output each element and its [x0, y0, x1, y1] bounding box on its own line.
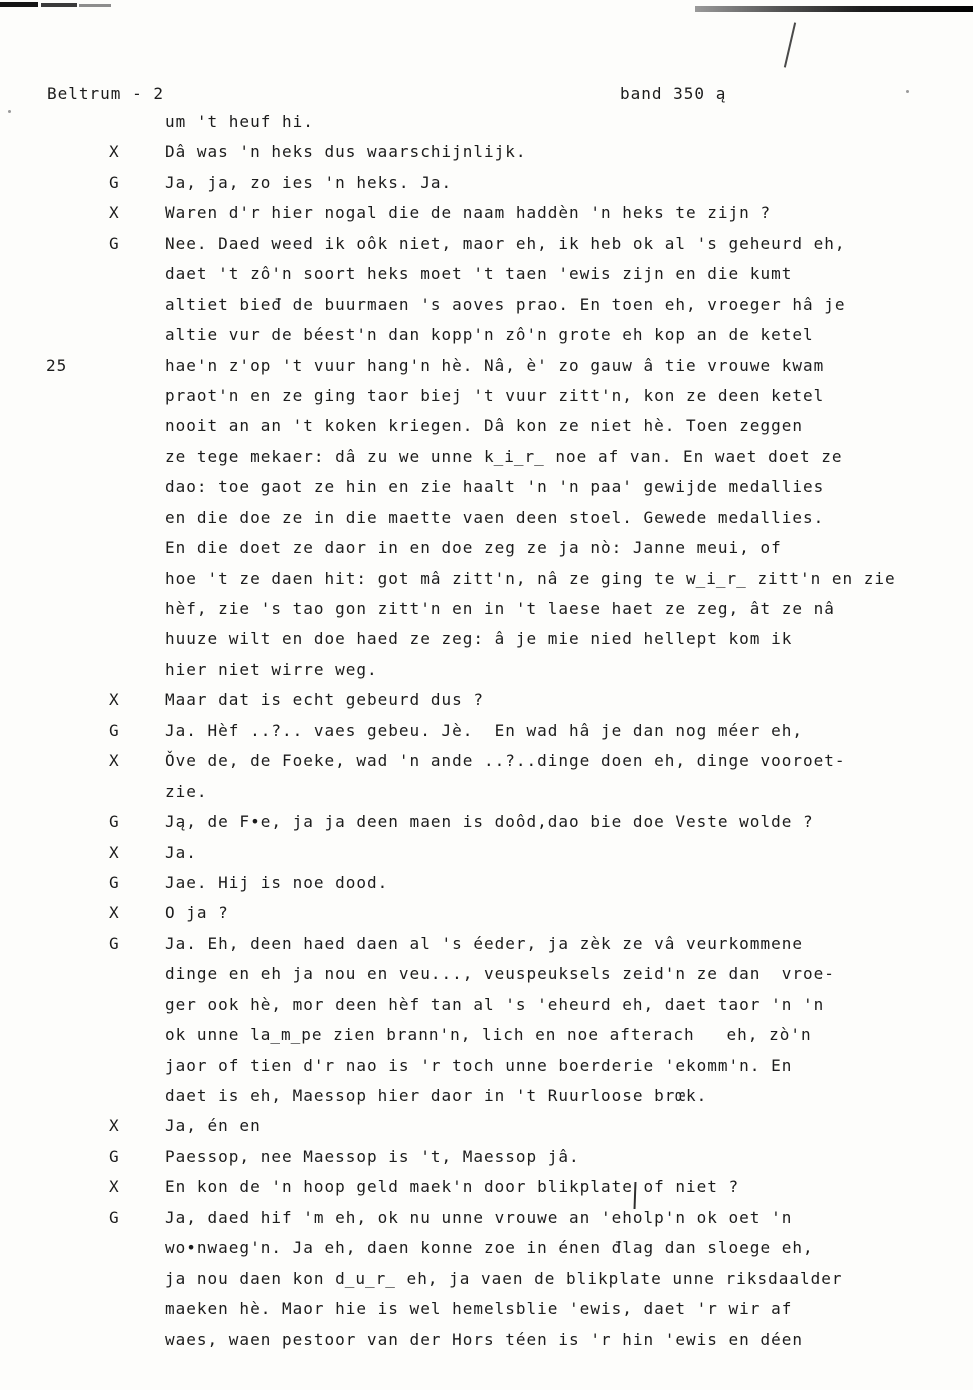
dialogue-line [0, 1147, 973, 1177]
line-text: Ǒve de, de Foeke, wad 'n ande ..?..dinge doen eh, dinge vooroet- [165, 751, 846, 771]
scan-speck [906, 90, 909, 93]
line-text: daet 't zô'n soort heks moet 't taen 'ewis zijn en die kumt [165, 264, 793, 284]
line-text: En die doet ze daor in en doe zeg ze ja nò: Janne meui, of [165, 538, 782, 558]
document-title: Beltrum - 2 [47, 84, 164, 103]
line-text: altie vur de béest'n dan kopp'n zô'n grote eh kop an de ketel [165, 325, 814, 345]
line-text: ok unne la̲m̲pe zien brann'n, lich en noe afterach eh, zò'n [165, 1025, 812, 1045]
speaker-label: G [109, 1146, 120, 1166]
line-text: waes, waen pestoor van der Hors téen is 'r hin 'ewis en déen [165, 1329, 803, 1349]
speaker-label: X [109, 842, 120, 862]
scan-artifact-bar [0, 2, 38, 7]
line-text: wo•nwaeg'n. Ja eh, daen konne zoe in énen đlag dan sloege eh, [165, 1238, 814, 1258]
dialogue-line [0, 142, 973, 172]
dialogue-line [0, 751, 973, 781]
line-text: hoe 't ze daen hit: got mâ zitt'n, nâ ze ging te w̲i̲r̲ zitt'n en zie [165, 568, 896, 588]
speaker-label: G [109, 172, 120, 192]
line-text: O ja ? [165, 903, 229, 923]
line-text: Ja, daed hif 'm eh, ok nu unne vrouwe an 'eholp'n ok oet 'n [165, 1207, 793, 1227]
line-text: hae'n z'op 't vuur hang'n hè. Nâ, è' zo gauw â tie vrouwe kwam [165, 355, 825, 375]
dialogue-line [0, 264, 973, 294]
line-text: huuze wilt en doe haed ze zeg: â je mie nied hellept kom ik [165, 629, 793, 649]
dialogue-line [0, 721, 973, 751]
dialogue-lines [0, 112, 973, 1360]
pen-slash-mark [784, 22, 796, 67]
dialogue-line [0, 1025, 973, 1055]
dialogue-line [0, 112, 973, 142]
line-text: daet is eh, Maessop hier daor in 't Ruurloose brœk. [165, 1086, 708, 1105]
dialogue-line [0, 1086, 973, 1116]
dialogue-line [0, 325, 973, 355]
dialogue-line [0, 934, 973, 964]
line-text: Ja. Hèf ..?.. vaes gebeu. Jè. En wad hâ je dan nog méer eh, [165, 720, 803, 740]
line-text: ger ook hè, mor deen hèf tan al 's 'eheurd eh, daet taor 'n 'n [165, 994, 825, 1014]
line-text: um 't heuf hi. [165, 112, 314, 131]
scan-artifact-bar [695, 6, 973, 12]
dialogue-line [0, 690, 973, 720]
dialogue-line [0, 386, 973, 416]
line-text: Ja. [165, 842, 197, 862]
speaker-label: G [109, 872, 120, 892]
line-text: jaor of tien d'r nao is 'r toch unne boerderie 'ekomm'n. En [165, 1055, 793, 1075]
speaker-label: X [109, 690, 120, 710]
line-text: altiet bieđ de buurmaen 's aoves prao. En toen eh, vroeger hâ je [165, 294, 846, 314]
dialogue-line [0, 873, 973, 903]
line-text: Ja. Eh, deen haed daen al 's éeder, ja zèk ze vâ veurkommene [165, 933, 803, 953]
dialogue-line [0, 1116, 973, 1146]
dialogue-line [0, 203, 973, 233]
line-text: nooit an an 't koken kriegen. Dâ kon ze niet hè. Toen zeggen [165, 416, 803, 436]
scan-artifact-bar [79, 4, 111, 7]
speaker-label: G [109, 1207, 120, 1227]
speaker-label: X [109, 903, 120, 923]
speaker-label: X [109, 1116, 120, 1136]
speaker-label: G [109, 933, 120, 953]
dialogue-line [0, 1299, 973, 1329]
line-text: praot'n en ze ging taor biej 't vuur zitt'n, kon ze deen ketel [165, 385, 825, 405]
line-text: Jae. Hij is noe dood. [165, 872, 389, 892]
dialogue-line [0, 964, 973, 994]
dialogue-line [0, 356, 973, 386]
dialogue-line [0, 629, 973, 659]
speaker-label: G [109, 720, 120, 740]
speaker-label: G [109, 812, 120, 832]
band-reference: band 350 ą [620, 84, 727, 103]
speaker-label: X [109, 203, 120, 223]
line-text: Ją, de F•e, ja ja deen maen is doôd,dao bie doe Veste wolde ? [165, 812, 814, 832]
dialogue-line [0, 416, 973, 446]
line-text: dao: toe gaot ze hin en zie haalt 'n 'n paa' gewijde medallies [165, 477, 825, 497]
line-text: hèf, zie 's tao gon zitt'n en in 't laese haet ze zeg, ât ze nâ [165, 599, 835, 618]
dialogue-line [0, 447, 973, 477]
speaker-label: X [109, 142, 120, 162]
dialogue-line [0, 508, 973, 538]
line-text: dinge en eh ja nou en veu..., veuspeuksels zeid'n ze dan vroe- [165, 964, 835, 984]
line-text: Nee. Daed weed ik oôk niet, maor eh, ik heb ok al 's geheurd eh, [165, 233, 846, 253]
dialogue-line [0, 1238, 973, 1268]
line-text: Paessop, nee Maessop is 't, Maessop jâ. [165, 1146, 580, 1166]
line-text: maeken hè. Maor hie is wel hemelsblie 'ewis, daet 'r wir af [165, 1299, 793, 1319]
speaker-label: X [109, 751, 120, 771]
line-text: Maar dat is echt gebeurd dus ? [165, 690, 484, 710]
dialogue-line [0, 295, 973, 325]
dialogue-line [0, 569, 973, 599]
dialogue-line [0, 1208, 973, 1238]
dialogue-line [0, 477, 973, 507]
speaker-label: G [109, 233, 120, 253]
line-text: En kon de 'n hoop geld maek'n door blikplate of niet ? [165, 1177, 740, 1197]
line-text: ja nou daen kon d̲u̲r̲ eh, ja vaen de blikplate unne riksdaalder [165, 1268, 843, 1288]
scan-artifact-bar [41, 3, 77, 7]
dialogue-line [0, 1330, 973, 1360]
speaker-label: X [109, 1177, 120, 1197]
dialogue-line [0, 903, 973, 933]
line-text: en die doe ze in die maette vaen deen stoel. Gewede medallies. [165, 507, 825, 527]
dialogue-line [0, 782, 973, 812]
line-number: 25 [46, 355, 68, 375]
dialogue-line [0, 1177, 973, 1207]
line-text: zie. [165, 781, 208, 801]
dialogue-line [0, 234, 973, 264]
dialogue-line [0, 995, 973, 1025]
dialogue-line [0, 538, 973, 568]
dialogue-line [0, 660, 973, 690]
line-text: Dâ was 'n heks dus waarschijnlijk. [165, 142, 527, 162]
dialogue-line [0, 599, 973, 629]
dialogue-line [0, 812, 973, 842]
line-text: Ja, ja, zo ies 'n heks. Ja. [165, 172, 453, 192]
line-text: Ja, én en [165, 1116, 261, 1136]
dialogue-line [0, 1269, 973, 1299]
dialogue-line [0, 843, 973, 873]
dialogue-line [0, 1056, 973, 1086]
line-text: Waren d'r hier nogal die de naam haddèn 'n heks te zijn ? [165, 203, 772, 223]
line-text: ze tege mekaer: dâ zu we unne k̲i̲r̲ noe af van. En waet doet ze [165, 446, 843, 466]
line-text: hier niet wirre weg. [165, 659, 378, 679]
dialogue-line [0, 173, 973, 203]
